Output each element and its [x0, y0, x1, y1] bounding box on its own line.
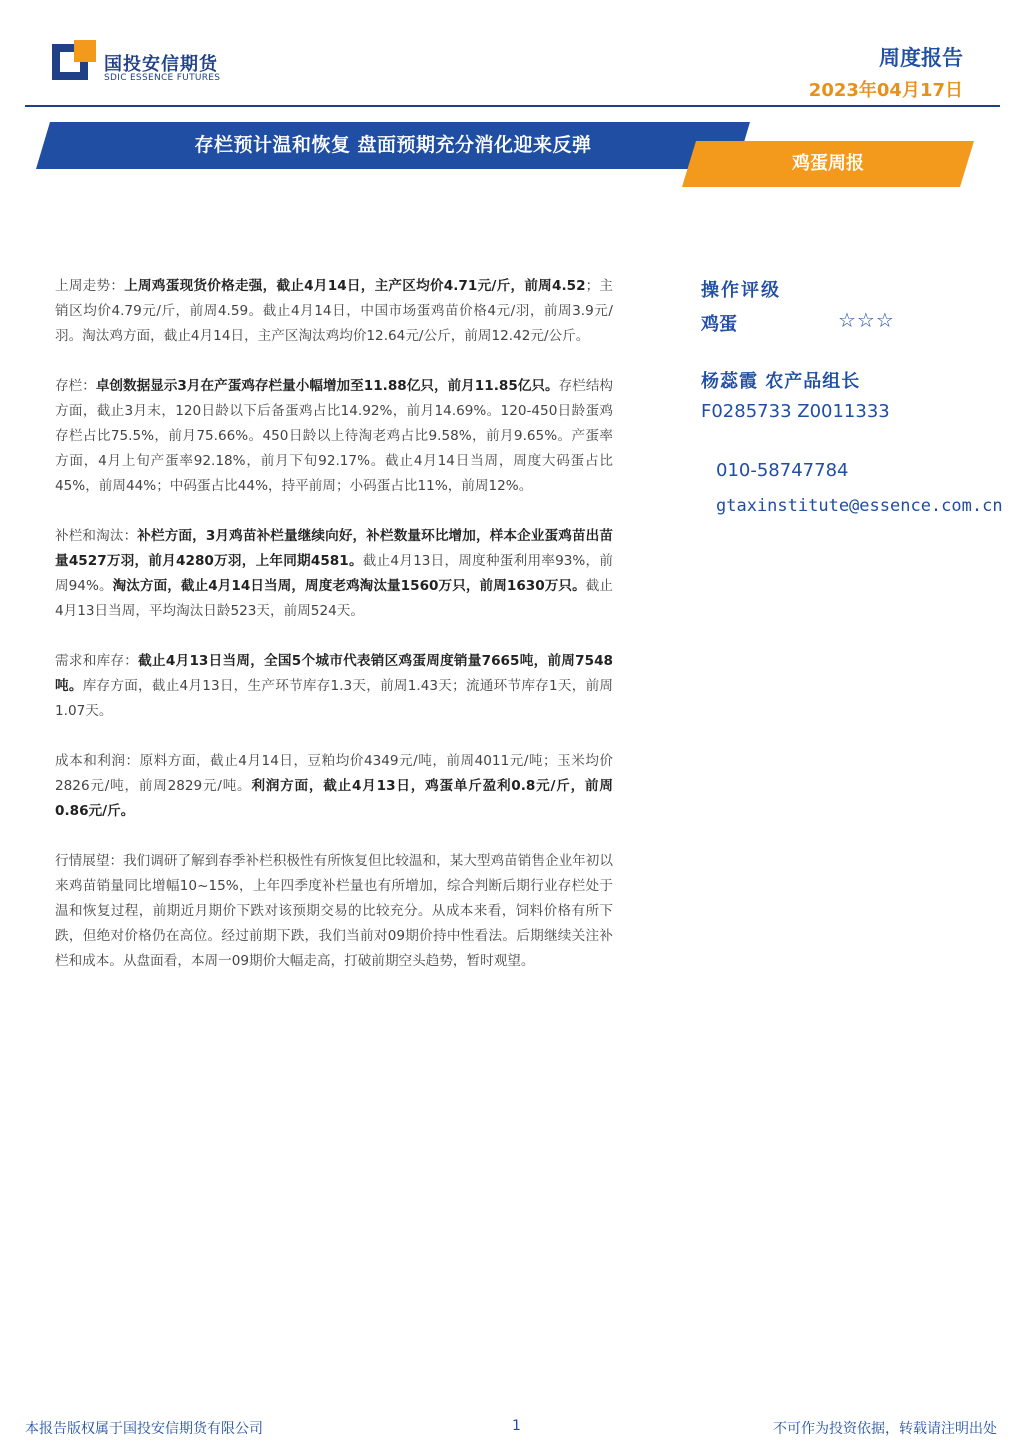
paragraph-text: ；主销区均价4.79元/斤，前周4.59。截止4月14日，中国市场蛋鸡苗价格4元/羽，前周3.9元/羽。淘汰鸡方面，截止4月14日，主产区淘汰鸡均价12.64元/公斤，前周12.42元/公斤。 — [55, 278, 613, 344]
report-date: 2023年04月17日 — [808, 80, 963, 101]
analyst-name: 杨蕊霞 农产品组长 — [701, 371, 861, 392]
paragraph-text: 成本和利润： — [55, 753, 140, 769]
paragraph-text: 截止4月13日，周度种蛋利用率93%，前周94%。 — [55, 553, 613, 594]
paragraph-text: 上周走势： — [55, 278, 125, 294]
logo-mark-icon — [52, 40, 96, 84]
report-paragraph — [55, 849, 613, 974]
logo-name-cn: 国投安信期货 — [104, 54, 218, 75]
paragraph-text: 存栏： — [55, 378, 96, 394]
paragraph-highlight: 上周鸡蛋现货价格走强，截止4月14日，主产区均价4.71元/斤，前周4.52 — [124, 278, 586, 294]
report-paragraph — [55, 374, 613, 499]
contact-phone: 010-58747784 — [716, 460, 849, 481]
report-paragraph — [55, 274, 613, 349]
paragraph-text: 补栏和淘汰： — [55, 528, 138, 544]
paragraph-highlight: 截止4月13日当周，全国5个城市代表销区鸡蛋周度销量7665吨，前周7548吨。 — [55, 653, 613, 694]
paragraph-text: 截止4月13日当周，平均淘汰日龄523天，前周524天。 — [55, 578, 614, 619]
report-subtitle: 鸡蛋周报 — [792, 153, 864, 174]
analyst-license: F0285733 Z0011333 — [701, 401, 890, 422]
page-number: 1 — [512, 1418, 521, 1434]
logo-name-en: SDIC ESSENCE FUTURES — [104, 73, 221, 83]
rating-title: 操作评级 — [701, 280, 781, 301]
paragraph-highlight: 淘汰方面，截止4月14日当周，周度老鸡淘汰量1560万只，前周1630万只。 — [112, 578, 586, 594]
paragraph-text: 存栏结构方面，截止3月末，120日龄以下后备蛋鸡占比14.92%，前月14.69%。120-450日龄蛋鸡存栏占比75.5%，前月75.66%。450日龄以上待淘老鸡占比9.58%，前月9.65%。产蛋率方面，4月上旬产蛋率92.18%，前月下旬92.17%。截止4月14日当周，周度大码蛋占比45%，前周44%；中码蛋占比44%，持平前周；小码蛋占比11%，前周12%。 — [55, 378, 614, 494]
footer-copyright: 本报告版权属于国投安信期货有限公司 — [25, 1421, 263, 1437]
report-paragraph — [55, 749, 613, 824]
report-paragraph — [55, 524, 613, 624]
rating-stars: ☆☆☆ — [838, 308, 895, 332]
header-divider — [25, 105, 1000, 107]
paragraph-text: 原料方面，截止4月14日，豆粕均价4349元/吨，前周4011元/吨；玉米均价2826元/吨，前周2829元/吨。 — [55, 753, 614, 794]
paragraph-highlight: 补栏方面，3月鸡苗补栏量继续向好，补栏数量环比增加，样本企业蛋鸡苗出苗量4527万羽，前月4280万羽，上年同期4581。 — [55, 528, 613, 569]
paragraph-text: 需求和库存： — [55, 653, 139, 669]
rating-item: 鸡蛋 — [701, 314, 737, 335]
contact-email[interactable]: gtaxinstitute@essence.com.cn — [716, 496, 1003, 516]
report-paragraph — [55, 649, 613, 724]
report-type: 周度报告 — [879, 46, 963, 70]
paragraph-highlight: 卓创数据显示3月在产蛋鸡存栏量小幅增加至11.88亿只，前月11.85亿只。 — [95, 378, 559, 394]
paragraph-highlight: 利润方面，截止4月13日，鸡蛋单斤盈利0.8元/斤，前周0.86元/斤。 — [55, 778, 613, 819]
report-body — [55, 274, 613, 999]
report-title: 存栏预计温和恢复 盘面预期充分消化迎来反弹 — [194, 134, 592, 156]
footer-disclaimer: 不可作为投资依据，转载请注明出处 — [773, 1421, 997, 1437]
company-logo — [52, 40, 232, 90]
paragraph-text: 库存方面，截止4月13日，生产环节库存1.3天，前周1.43天；流通环节库存1天，前周1.07天。 — [55, 678, 614, 719]
paragraph-text: 行情展望：我们调研了解到春季补栏积极性有所恢复但比较温和，某大型鸡苗销售企业年初以来鸡苗销量同比增幅10~15%，上年四季度补栏量也有所增加，综合判断后期行业存栏处于温和恢复过程，前期近月期价下跌对该预期交易的比较充分。从成本来看，饲料价格有所下跌，但绝对价格仍在高位。经过前期下跌，我们当前对09期价持中性看法。后期继续关注补栏和成本。从盘面看，本周一09期价大幅走高，打破前期空头趋势，暂时观望。 — [55, 853, 613, 969]
